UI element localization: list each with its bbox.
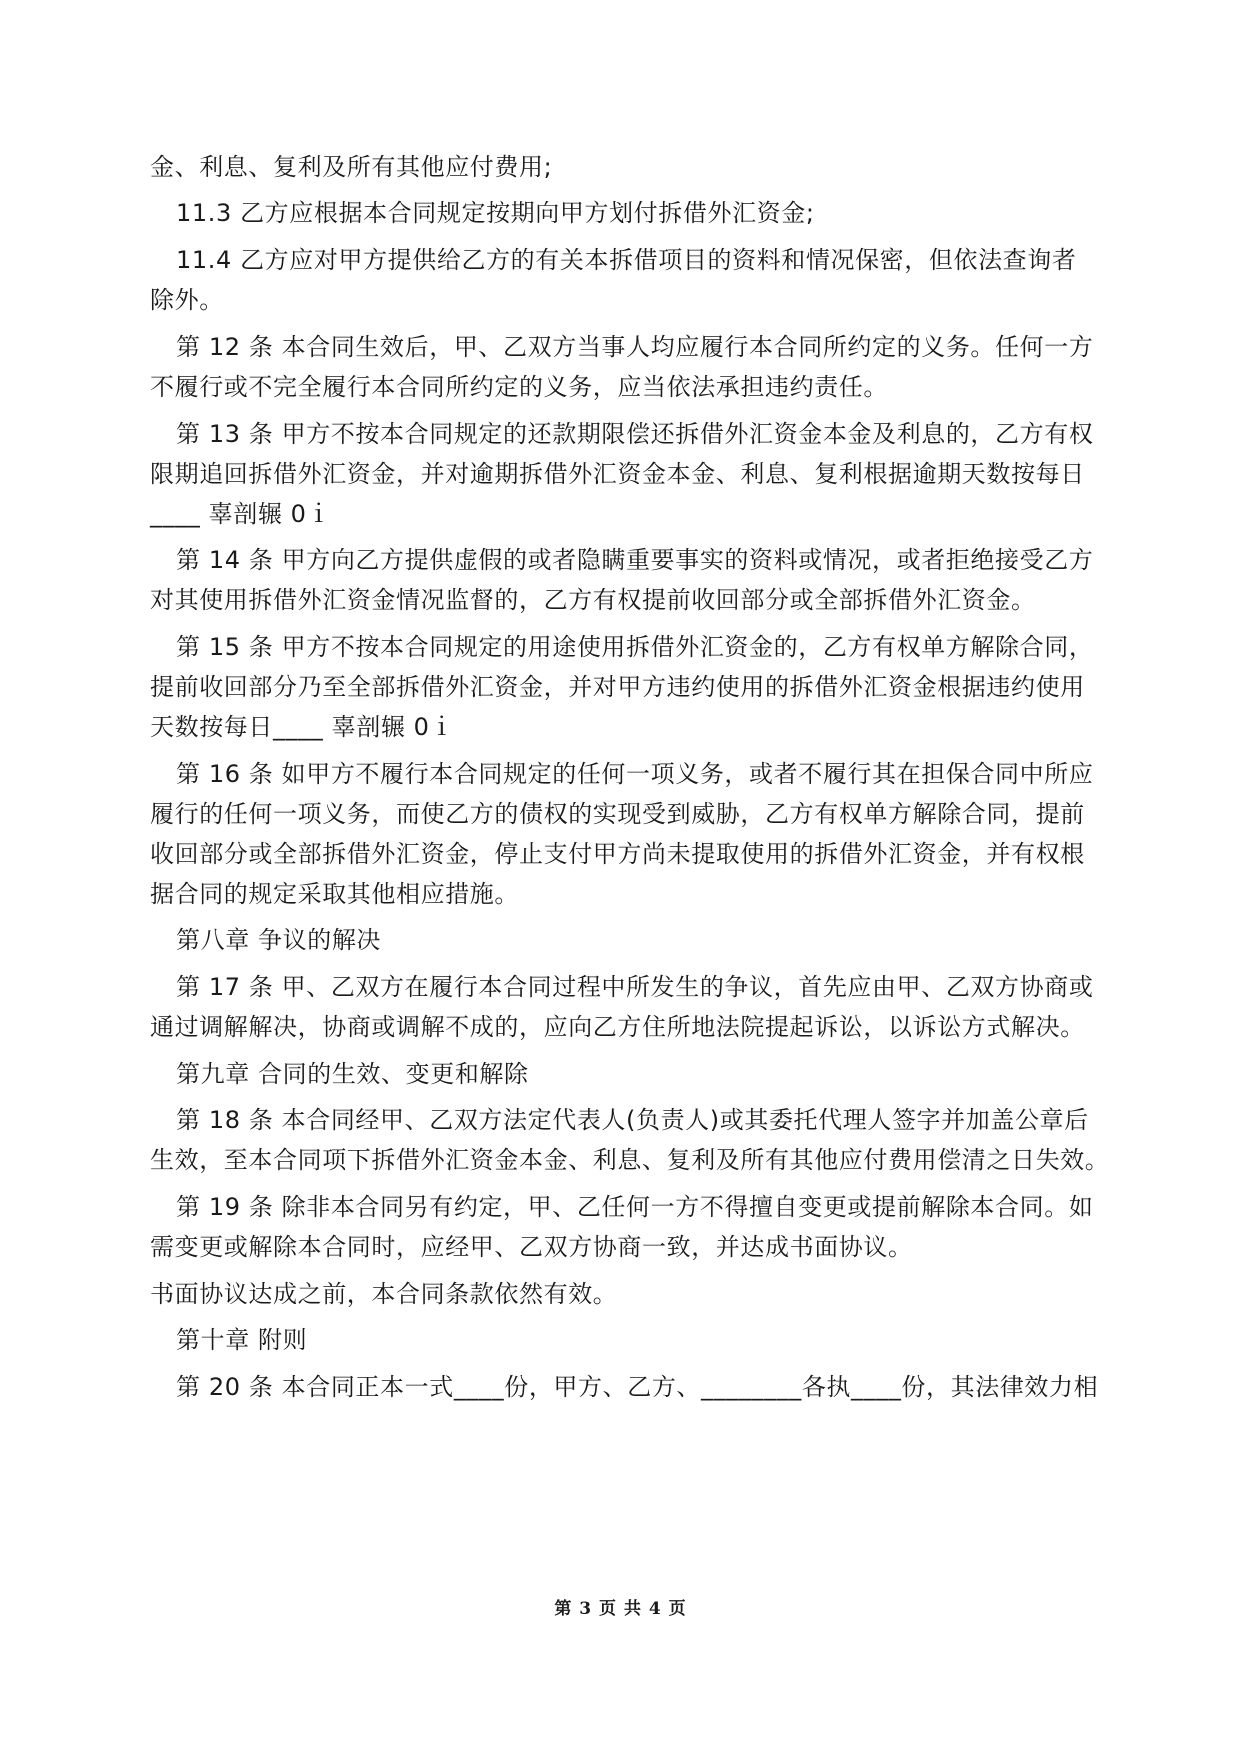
text-line: 天数按每日____ 辜剖辗 0ｉ bbox=[150, 713, 455, 741]
text-line: 生效，至本合同项下拆借外汇资金本金、利息、复利及所有其他应付费用偿清之日失效。 bbox=[150, 1146, 1110, 1174]
text-line: 第 13 条 甲方不按本合同规定的还款期限偿还拆借外汇资金本金及利息的，乙方有权 bbox=[176, 420, 1094, 448]
text-line: 收回部分或全部拆借外汇资金，停止支付甲方尚未提取使用的拆借外汇资金，并有权根 bbox=[150, 840, 1085, 868]
text-line: 第 17 条 甲、乙双方在履行本合同过程中所发生的争议，首先应由甲、乙双方协商或 bbox=[176, 973, 1094, 1001]
text-line: 第 12 条 本合同生效后，甲、乙双方当事人均应履行本合同所约定的义务。任何一方 bbox=[176, 333, 1094, 361]
text-line: 据合同的规定采取其他相应措施。 bbox=[150, 880, 519, 908]
text-line: 通过调解解决，协商或调解不成的，应向乙方住所地法院提起诉讼，以诉讼方式解决。 bbox=[150, 1013, 1085, 1041]
text-line: 除外。 bbox=[150, 286, 224, 314]
text-line: 11.3 乙方应根据本合同规定按期向甲方划付拆借外汇资金; bbox=[176, 199, 815, 227]
chapter-heading: 第八章 争议的解决 bbox=[176, 926, 382, 954]
text-line: 对其使用拆借外汇资金情况监督的，乙方有权提前收回部分或全部拆借外汇资金。 bbox=[150, 586, 1036, 614]
text-line: 第 15 条 甲方不按本合同规定的用途使用拆借外汇资金的，乙方有权单方解除合同， bbox=[176, 633, 1094, 661]
text-line: 11.4 乙方应对甲方提供给乙方的有关本拆借项目的资料和情况保密，但依法查询者 bbox=[176, 246, 1077, 274]
text-line: 第 14 条 甲方向乙方提供虚假的或者隐瞒重要事实的资料或情况，或者拒绝接受乙方 bbox=[176, 546, 1094, 574]
chapter-heading: 第九章 合同的生效、变更和解除 bbox=[176, 1060, 529, 1088]
text-line: 限期追回拆借外汇资金，并对逾期拆借外汇资金本金、利息、复利根据逾期天数按每日 bbox=[150, 460, 1085, 488]
text-line: 第 20 条 本合同正本一式____份，甲方、乙方、________各执____份，其法律效力相 bbox=[176, 1373, 1099, 1401]
text-line: ____ 辜剖辗 0ｉ bbox=[150, 500, 332, 528]
text-line: 提前收回部分乃至全部拆借外汇资金，并对甲方违约使用的拆借外汇资金根据违约使用 bbox=[150, 673, 1085, 701]
text-line: 第 18 条 本合同经甲、乙双方法定代表人(负责人)或其委托代理人签字并加盖公章后 bbox=[176, 1106, 1089, 1134]
text-line: 履行的任何一项义务，而使乙方的债权的实现受到威胁，乙方有权单方解除合同，提前 bbox=[150, 800, 1085, 828]
text-line: 书面协议达成之前，本合同条款依然有效。 bbox=[150, 1280, 618, 1308]
text-line: 第 19 条 除非本合同另有约定，甲、乙任何一方不得擅自变更或提前解除本合同。如 bbox=[176, 1193, 1094, 1221]
chapter-heading: 第十章 附则 bbox=[176, 1326, 308, 1354]
text-line: 不履行或不完全履行本合同所约定的义务，应当依法承担违约责任。 bbox=[150, 373, 888, 401]
text-line: 金、利息、复利及所有其他应付费用; bbox=[150, 153, 553, 181]
page-number-footer: 第 3 页 共 4 页 bbox=[554, 1599, 687, 1619]
text-line: 需变更或解除本合同时，应经甲、乙双方协商一致，并达成书面协议。 bbox=[150, 1233, 913, 1261]
text-line: 第 16 条 如甲方不履行本合同规定的任何一项义务，或者不履行其在担保合同中所应 bbox=[176, 760, 1094, 788]
